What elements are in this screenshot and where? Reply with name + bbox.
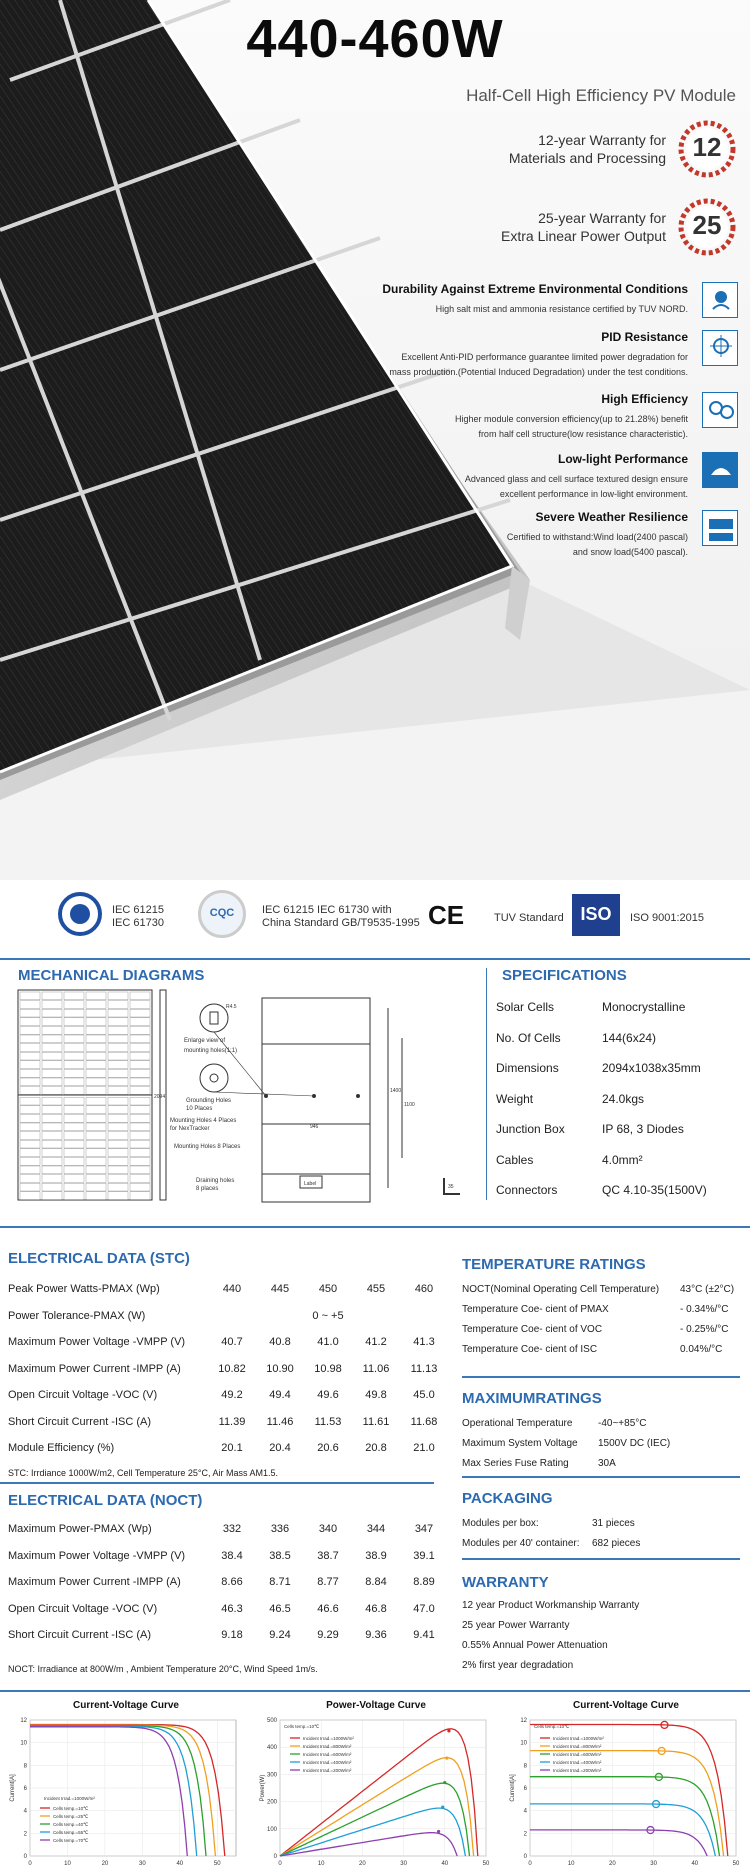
- specifications-title: SPECIFICATIONS: [502, 967, 627, 984]
- mechanical-title: MECHANICAL DIAGRAMS: [18, 967, 205, 984]
- feature-desc: Advanced glass and cell surface textured design ensure: [464, 474, 688, 484]
- spec-value: 144(6x24): [602, 1030, 657, 1045]
- param-label: Power Tolerance-PMAX (W): [8, 1309, 146, 1322]
- callout-label: Mounting Holes 8 Places: [174, 1144, 241, 1150]
- table-cell: 11.53: [314, 1415, 342, 1428]
- x-tick-label: 40: [691, 1861, 699, 1867]
- x-tick-label: 50: [732, 1861, 740, 1867]
- table-cell: 9.41: [413, 1629, 435, 1642]
- y-tick-label: 200: [266, 1799, 277, 1806]
- table-cell: 9.24: [269, 1629, 291, 1642]
- pid-resistant-icon: [702, 330, 738, 366]
- dim-label: 1400: [390, 1088, 402, 1094]
- laurel-badge-icon: [676, 118, 738, 180]
- table-row: [8, 1435, 448, 1462]
- table-cell: 8.77: [317, 1576, 339, 1589]
- y-tick-label: 100: [266, 1826, 277, 1833]
- table-row: [8, 1516, 448, 1543]
- table-cell: 450: [318, 1283, 338, 1296]
- feature-title: PID Resistance: [601, 330, 688, 344]
- table-cell: 41.3: [413, 1336, 435, 1349]
- feature-title: Severe Weather Resilience: [535, 510, 688, 524]
- x-tick-label: 0: [28, 1861, 32, 1867]
- spec-row: [496, 1183, 736, 1197]
- rating-value: - 0.34%/°C: [680, 1304, 729, 1315]
- noct-title: ELECTRICAL DATA (NOCT): [8, 1492, 203, 1509]
- warranty-item: 2% first year degradation: [462, 1660, 574, 1671]
- x-tick-label: 20: [101, 1861, 109, 1867]
- feature-durability: [328, 282, 738, 318]
- rating-value: 30A: [598, 1458, 616, 1469]
- chart-title: Current-Voltage Curve: [73, 1700, 179, 1711]
- load-icon: [702, 510, 738, 546]
- warranty-item: 0.55% Annual Power Attenuation: [462, 1640, 608, 1651]
- table-cell: 38.7: [317, 1549, 339, 1562]
- y-tick-label: 2: [23, 1831, 27, 1838]
- mpp-marker: [437, 1830, 440, 1833]
- param-label: Short Circuit Current -ISC (A): [8, 1629, 152, 1642]
- y-tick-label: 2: [523, 1831, 527, 1838]
- legend-entry: Incident Irrad.=200W/m²: [553, 1768, 602, 1773]
- table-row: [8, 1622, 448, 1649]
- table-cell: 340: [318, 1523, 338, 1536]
- table-cell: 445: [270, 1283, 290, 1296]
- y-tick-label: 12: [20, 1718, 27, 1724]
- callout-label: mounting holes(1:1): [184, 1048, 238, 1054]
- y-tick-label: 8: [23, 1763, 27, 1770]
- table-cell: 344: [366, 1523, 386, 1536]
- legend-entry: Incident Irrad.=400W/m²: [553, 1760, 602, 1765]
- callout-label: Draining holes: [196, 1178, 235, 1184]
- table-cell: 20.8: [365, 1442, 387, 1455]
- legend-entry: Cells temp.=70℃: [53, 1838, 89, 1843]
- dim-label: 946: [310, 1124, 319, 1130]
- feature-desc: from half cell structure(low resistance characteristic).: [478, 429, 688, 439]
- chart-title: Power-Voltage Curve: [326, 1700, 426, 1711]
- callout-label: Enlarge view of: [184, 1038, 226, 1044]
- rating-row: [462, 1418, 646, 1429]
- rating-row: [462, 1344, 722, 1355]
- rating-label: Operational Temperature: [462, 1418, 573, 1429]
- table-cell: 455: [366, 1283, 386, 1296]
- legend-title: Cells temp.=10℃: [284, 1724, 320, 1729]
- divider: [462, 1558, 740, 1560]
- spec-label: No. Of Cells: [496, 1030, 561, 1045]
- callout-label: for NexTracker: [170, 1126, 210, 1132]
- table-cell: 20.6: [317, 1442, 339, 1455]
- cert-text: IEC 61730: [112, 917, 164, 929]
- y-tick-label: 500: [266, 1718, 277, 1724]
- dim-label: 2094: [154, 1094, 166, 1100]
- table-cell: 38.9: [365, 1549, 387, 1562]
- table-cell: 21.0: [413, 1442, 435, 1455]
- feature-desc: mass production.(Potential Induced Degradation) under the test conditions.: [389, 367, 688, 377]
- callout-label: 8 places: [196, 1186, 219, 1192]
- table-cell: 0 ~ +5: [312, 1309, 344, 1322]
- warranty-25: [501, 196, 738, 258]
- warranty-line1: 12-year Warranty for: [538, 132, 666, 148]
- y-tick-label: 400: [266, 1745, 277, 1752]
- x-tick-label: 30: [650, 1861, 657, 1867]
- rating-value: 0.04%/°C: [680, 1344, 723, 1355]
- rating-row: [462, 1324, 728, 1335]
- x-tick-label: 30: [139, 1861, 146, 1867]
- rating-label: Modules per box:: [462, 1518, 539, 1529]
- y-tick-label: 0: [23, 1854, 27, 1860]
- table-row: [8, 1569, 448, 1596]
- rating-row: [462, 1518, 635, 1529]
- y-tick-label: 10: [20, 1740, 27, 1747]
- y-axis-label: Power(W): [260, 1774, 266, 1802]
- table-cell: 46.3: [221, 1602, 243, 1615]
- y-tick-label: 6: [523, 1786, 527, 1792]
- table-cell: 10.90: [266, 1362, 294, 1375]
- feature-weather: [328, 510, 738, 560]
- table-cell: 46.5: [269, 1602, 291, 1615]
- table-cell: 39.1: [413, 1549, 435, 1562]
- feature-low-light: [328, 452, 738, 502]
- table-cell: 46.6: [317, 1602, 339, 1615]
- feature-desc: and snow load(5400 pascal).: [572, 547, 688, 557]
- mpp-marker: [447, 1729, 450, 1732]
- spec-label: Cables: [496, 1152, 534, 1167]
- warranty-badge: 12: [692, 132, 722, 162]
- feature-desc: Excellent Anti-PID performance guarantee limited power degradation for: [401, 352, 688, 362]
- table-cell: 332: [222, 1523, 242, 1536]
- table-cell: 38.5: [269, 1549, 291, 1562]
- legend-entry: Incident Irrad.=600W/m²: [303, 1752, 352, 1757]
- warranty-item: 12 year Product Workmanship Warranty: [462, 1600, 640, 1611]
- table-cell: 47.0: [413, 1602, 435, 1615]
- table-cell: 11.06: [362, 1362, 390, 1375]
- mpp-marker: [443, 1781, 446, 1784]
- mpp-marker: [445, 1756, 448, 1759]
- y-tick-label: 0: [273, 1854, 277, 1860]
- legend-title: Incident Irrad.=1000W/m²: [44, 1796, 95, 1801]
- spec-row: [496, 1000, 736, 1014]
- param-label: Maximum Power-PMAX (Wp): [8, 1523, 152, 1536]
- table-cell: 40.7: [221, 1336, 243, 1349]
- param-label: Maximum Power Current -IMPP (A): [8, 1576, 181, 1589]
- mpp-marker: [441, 1805, 444, 1808]
- spec-row: [496, 1031, 736, 1045]
- feature-title: High Efficiency: [601, 392, 688, 406]
- table-cell: 11.46: [266, 1415, 294, 1428]
- warranty-item: 25 year Power Warranty: [462, 1620, 570, 1631]
- hero-section: [0, 0, 750, 880]
- table-row: [8, 1543, 448, 1570]
- legend-entry: Incident Irrad.=1000W/m²: [553, 1736, 604, 1741]
- rating-value: 682 pieces: [592, 1538, 641, 1549]
- table-cell: 440: [222, 1283, 242, 1296]
- table-row: [8, 1329, 448, 1356]
- warranty-title: WARRANTY: [462, 1574, 549, 1591]
- y-axis-label: Current[A]: [10, 1774, 16, 1802]
- cqc-logo-icon: CQC: [198, 890, 246, 938]
- feature-desc: High salt mist and ammonia resistance certified by TUV NORD.: [435, 304, 688, 314]
- rating-label: NOCT(Nominal Operating Cell Temperature): [462, 1284, 660, 1295]
- warranty-line2: Extra Linear Power Output: [501, 228, 666, 244]
- rating-value: - 0.25%/°C: [680, 1324, 729, 1335]
- spec-value: IP 68, 3 Diodes: [602, 1122, 684, 1136]
- table-cell: 9.36: [365, 1629, 387, 1642]
- x-tick-label: 50: [213, 1861, 221, 1867]
- rating-value: 31 pieces: [592, 1518, 635, 1529]
- subtitle: Half-Cell High Efficiency PV Module: [466, 86, 736, 105]
- x-tick-label: 10: [567, 1861, 575, 1867]
- rating-label: Maximum System Voltage: [462, 1438, 578, 1449]
- rating-value: 43°C (±2°C): [680, 1284, 735, 1295]
- iso-logo-icon: ISO: [572, 894, 620, 936]
- table-cell: 9.18: [221, 1629, 243, 1642]
- divider: [462, 1476, 740, 1478]
- cert-text: IEC 61215: [112, 904, 164, 916]
- table-cell: 49.4: [269, 1389, 291, 1402]
- param-label: Open Circuit Voltage -VOC (V): [8, 1389, 158, 1402]
- legend-entry: Incident Irrad.=600W/m²: [553, 1752, 602, 1757]
- spec-label: Solar Cells: [496, 1000, 555, 1014]
- param-label: Short Circuit Current -ISC (A): [8, 1415, 152, 1428]
- warranty-line2: Materials and Processing: [508, 150, 666, 166]
- y-tick-label: 10: [520, 1740, 527, 1747]
- low-light-icon: [702, 452, 738, 488]
- conversion-icon: [702, 392, 738, 428]
- spec-value: Monocrystalline: [602, 1000, 686, 1014]
- rating-row: [462, 1538, 640, 1549]
- param-label: Open Circuit Voltage -VOC (V): [8, 1602, 158, 1615]
- iso-text: ISO 9001:2015: [630, 912, 705, 924]
- x-tick-label: 10: [317, 1861, 325, 1867]
- table-cell: 460: [414, 1283, 434, 1296]
- table-row: [8, 1596, 448, 1623]
- cert-text: IEC 61215 IEC 61730 with: [262, 904, 392, 916]
- y-axis-label: Current[A]: [510, 1774, 516, 1802]
- table-row: [8, 1276, 448, 1303]
- param-label: Maximum Power Voltage -VMPP (V): [8, 1336, 186, 1349]
- warranty-12: [509, 118, 738, 180]
- param-label: Module Efficiency (%): [8, 1442, 115, 1455]
- table-cell: 10.98: [314, 1362, 342, 1375]
- table-cell: 11.61: [362, 1415, 390, 1428]
- spec-label: Dimensions: [496, 1061, 559, 1075]
- temperature-title: TEMPERATURE RATINGS: [462, 1256, 646, 1273]
- table-row: [8, 1409, 448, 1436]
- stc-note: STC: Irrdiance 1000W/m2, Cell Temperature 25°C, Air Mass AM1.5.: [8, 1468, 279, 1478]
- spec-label: Junction Box: [496, 1122, 565, 1136]
- rating-row: [462, 1304, 728, 1315]
- param-label: Maximum Power Current -IMPP (A): [8, 1362, 181, 1375]
- spec-row: [496, 1061, 736, 1075]
- rating-value: -40~+85°C: [598, 1418, 647, 1429]
- mechanical-diagram: [14, 988, 484, 1208]
- dim-label: 35: [448, 1184, 454, 1190]
- resistant-icon: [702, 282, 738, 318]
- table-cell: 49.6: [317, 1389, 339, 1402]
- feature-desc: Higher module conversion efficiency(up to 21.28%) benefit: [455, 414, 688, 424]
- feature-title: Low-light Performance: [557, 452, 688, 466]
- feature-desc: excellent performance in low-light environment.: [499, 489, 688, 499]
- feature-efficiency: [328, 392, 738, 442]
- x-tick-label: 40: [441, 1861, 449, 1867]
- rating-label: Temperature Coe- cient of VOC: [462, 1324, 603, 1335]
- table-cell: 9.29: [317, 1629, 339, 1642]
- tuv-text: TUV Standard: [494, 912, 564, 924]
- table-cell: 49.2: [221, 1389, 243, 1402]
- rating-label: Modules per 40' container:: [462, 1538, 580, 1549]
- table-cell: 10.82: [218, 1362, 246, 1375]
- param-label: Maximum Power Voltage -VMPP (V): [8, 1549, 186, 1562]
- table-cell: 20.4: [269, 1442, 291, 1455]
- vertical-divider: [486, 968, 487, 1200]
- chart-2: [258, 1714, 494, 1874]
- table-cell: 347: [414, 1523, 434, 1536]
- max-ratings-title: MAXIMUMRATINGS: [462, 1390, 602, 1407]
- spec-row: [496, 1092, 736, 1106]
- y-tick-label: 0: [523, 1854, 527, 1860]
- ce-mark-icon: CE: [428, 900, 465, 930]
- table-cell: 11.39: [218, 1415, 246, 1428]
- rating-label: Max Series Fuse Rating: [462, 1458, 569, 1469]
- rating-value: 1500V DC (IEC): [598, 1438, 671, 1449]
- table-cell: 8.89: [413, 1576, 435, 1589]
- feature-pid: [328, 330, 738, 380]
- chart-3: [508, 1714, 744, 1874]
- certification-bar: [0, 880, 750, 960]
- table-cell: 336: [270, 1523, 290, 1536]
- spec-row: [496, 1153, 736, 1167]
- legend-entry: Cells temp.=10℃: [53, 1806, 89, 1811]
- x-tick-label: 30: [400, 1861, 407, 1867]
- feature-title: Durability Against Extreme Environmental Conditions: [382, 282, 688, 296]
- legend-entry: Incident Irrad.=800W/m²: [553, 1744, 602, 1749]
- laurel-badge-icon: [676, 196, 738, 258]
- divider: [0, 1226, 750, 1228]
- y-tick-label: 4: [23, 1808, 27, 1815]
- rating-row: [462, 1458, 616, 1469]
- param-label: Peak Power Watts-PMAX (Wp): [8, 1283, 160, 1296]
- noct-table: [8, 1516, 448, 1649]
- spec-label: Connectors: [496, 1183, 558, 1197]
- chart-1: [8, 1714, 244, 1874]
- x-tick-label: 10: [64, 1861, 71, 1867]
- rating-row: [462, 1284, 734, 1295]
- table-row: [8, 1303, 448, 1330]
- x-tick-label: 50: [482, 1861, 490, 1867]
- rating-label: Temperature Coe- cient of ISC: [462, 1344, 598, 1355]
- x-tick-label: 0: [278, 1861, 282, 1867]
- divider: [0, 1482, 434, 1484]
- spec-value: 4.0mm²: [602, 1152, 643, 1167]
- cert-text: China Standard GB/T9535-1995: [262, 917, 420, 929]
- callout-label: Grounding Holes: [186, 1098, 232, 1104]
- table-row: [8, 1356, 448, 1383]
- divider: [462, 1376, 740, 1378]
- legend-entry: Incident Irrad.=1000W/m²: [303, 1736, 354, 1741]
- divider: [0, 1690, 750, 1692]
- table-cell: 11.68: [410, 1415, 438, 1428]
- callout-label: 10 Places: [186, 1106, 213, 1112]
- table-cell: 8.66: [221, 1576, 243, 1589]
- table-cell: 8.84: [365, 1576, 387, 1589]
- chart-title: Current-Voltage Curve: [573, 1700, 679, 1711]
- x-tick-label: 0: [528, 1861, 532, 1867]
- table-row: [8, 1382, 448, 1409]
- y-tick-label: 300: [266, 1772, 277, 1779]
- certification-logo-icon: [58, 892, 102, 936]
- y-tick-label: 8: [523, 1763, 527, 1770]
- headline: 440-460W: [246, 9, 504, 69]
- noct-note: NOCT: Irradiance at 800W/m , Ambient Temperature 20°C, Wind Speed 1m/s.: [8, 1664, 318, 1674]
- warranty-badge: 25: [692, 210, 722, 240]
- table-cell: 41.0: [317, 1336, 339, 1349]
- callout-label: Mounting Holes 4 Places: [170, 1118, 237, 1124]
- legend-entry: Cells temp.=40℃: [53, 1822, 89, 1827]
- spec-value: 24.0kgs: [602, 1091, 645, 1106]
- legend-entry: Incident Irrad.=200W/m²: [303, 1768, 352, 1773]
- legend-entry: Incident Irrad.=800W/m²: [303, 1744, 352, 1749]
- rating-label: Temperature Coe- cient of PMAX: [462, 1304, 609, 1315]
- y-tick-label: 6: [23, 1786, 27, 1792]
- stc-table: [8, 1276, 448, 1462]
- dim-label: R4.5: [226, 1004, 237, 1010]
- feature-desc: Certified to withstand:Wind load(2400 pascal): [506, 532, 688, 542]
- spec-value: 2094x1038x35mm: [602, 1061, 701, 1075]
- rating-row: [462, 1438, 670, 1449]
- legend-entry: Incident Irrad.=400W/m²: [303, 1760, 352, 1765]
- x-tick-label: 40: [176, 1861, 184, 1867]
- legend-title: Cells temp.=10℃: [534, 1724, 570, 1729]
- legend-entry: Cells temp.=25℃: [53, 1814, 89, 1819]
- spec-label: Weight: [496, 1091, 534, 1106]
- legend-entry: Cells temp.=55℃: [53, 1830, 89, 1835]
- warranty-line1: 25-year Warranty for: [538, 210, 666, 226]
- spec-value: QC 4.10-35(1500V): [602, 1183, 707, 1197]
- x-tick-label: 20: [609, 1861, 616, 1867]
- y-tick-label: 12: [520, 1718, 527, 1724]
- packaging-title: PACKAGING: [462, 1490, 553, 1507]
- stc-title: ELECTRICAL DATA (STC): [8, 1250, 190, 1267]
- table-cell: 11.13: [410, 1362, 438, 1375]
- table-cell: 40.8: [269, 1336, 291, 1349]
- table-cell: 45.0: [413, 1389, 435, 1402]
- table-cell: 41.2: [365, 1336, 387, 1349]
- table-cell: 20.1: [221, 1442, 243, 1455]
- x-tick-label: 20: [359, 1861, 366, 1867]
- table-cell: 46.8: [365, 1602, 387, 1615]
- dim-label: 1100: [404, 1102, 415, 1108]
- spec-row: [496, 1122, 736, 1136]
- table-cell: 38.4: [221, 1549, 243, 1562]
- table-cell: 8.71: [269, 1576, 291, 1589]
- y-tick-label: 4: [523, 1808, 527, 1815]
- table-cell: 49.8: [365, 1389, 387, 1402]
- callout-label: Label: [304, 1181, 317, 1187]
